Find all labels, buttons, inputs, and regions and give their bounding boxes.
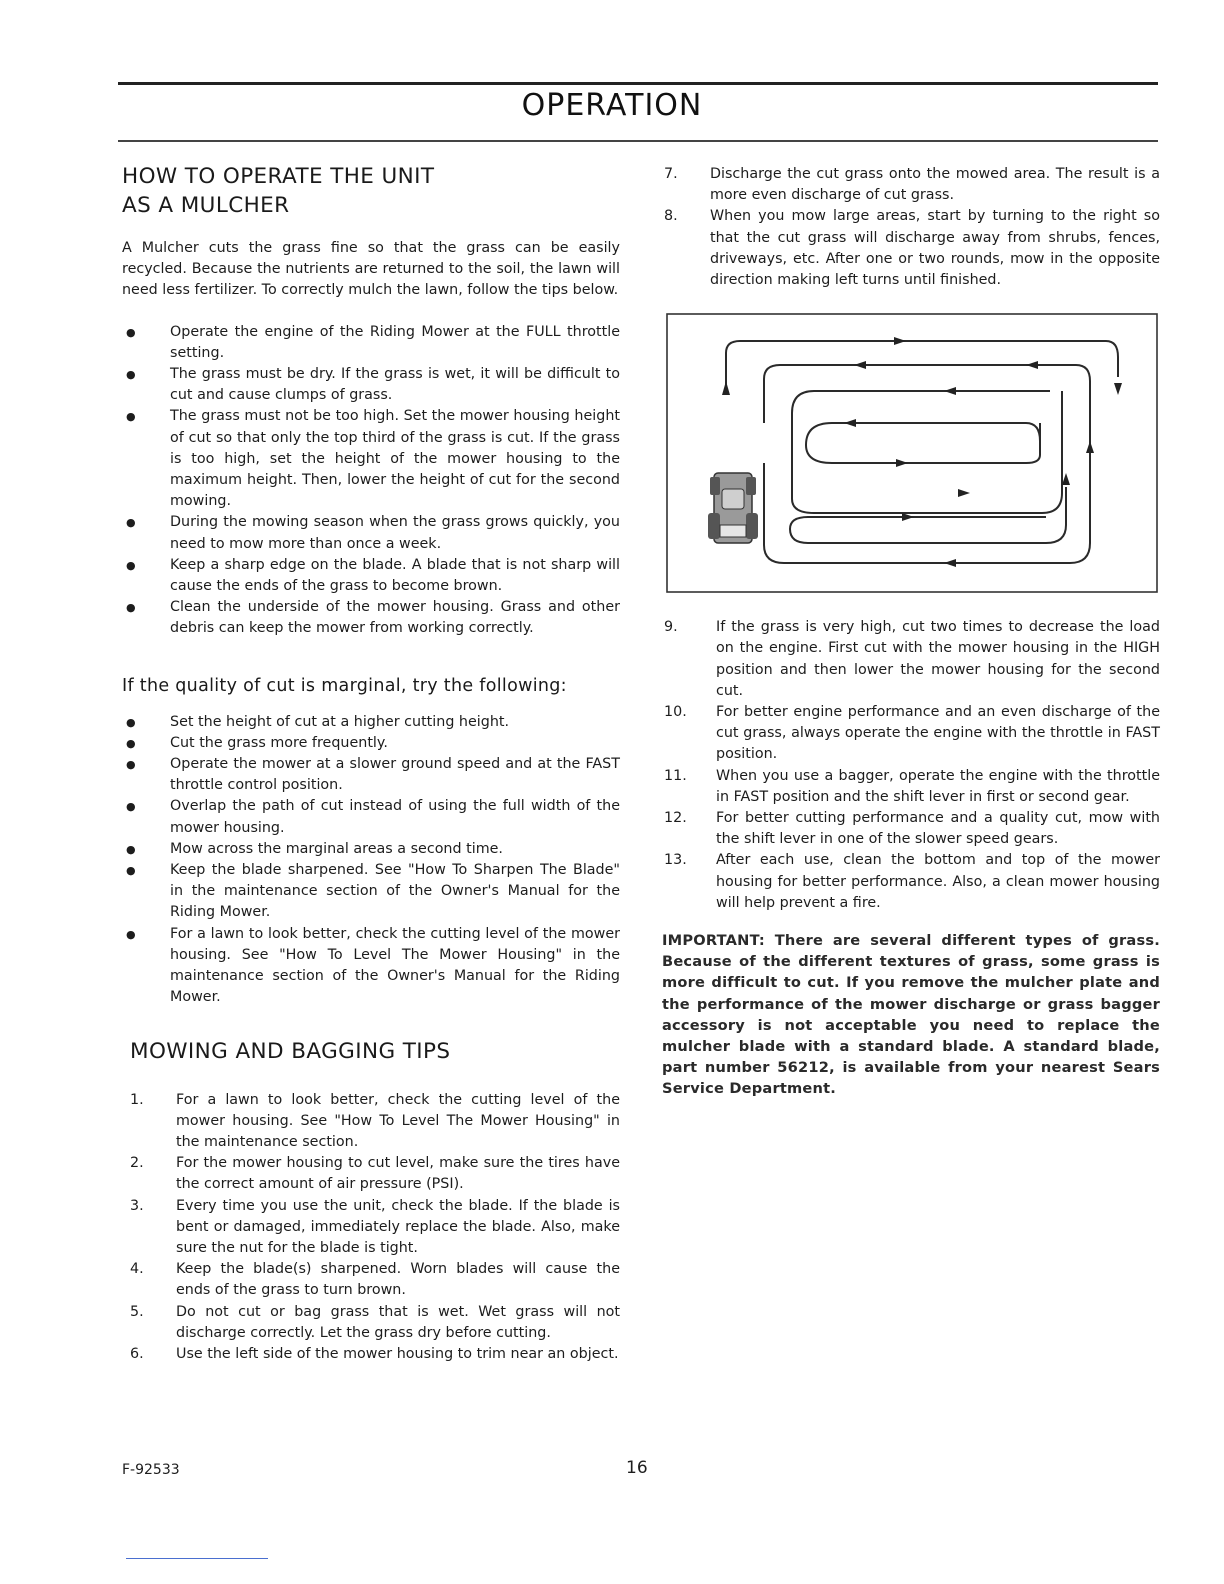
bullet-icon: ● (126, 758, 136, 772)
item-number: 3. (130, 1197, 144, 1214)
diagram-frame (667, 314, 1157, 592)
arrow-icon (1062, 473, 1070, 485)
scan-artifact-line (126, 1558, 268, 1559)
page-number: 16 (626, 1458, 648, 1478)
item-number: 4. (130, 1261, 144, 1278)
list-item: ● Keep a sharp edge on the blade. A blade that is not sharp will cause the ends of the grass to become brown. (126, 556, 620, 595)
item-number: 5. (130, 1303, 144, 1320)
bullet-icon: ● (126, 927, 136, 941)
item-number: 10. (664, 704, 687, 721)
list-item: ● Set the height of cut at a higher cutting height. (122, 712, 620, 733)
footer-code: F-92533 (122, 1462, 180, 1478)
arrow-icon (844, 419, 856, 427)
arrow-icon (958, 489, 970, 497)
arrow-icon (722, 381, 730, 395)
list-item: ● Operate the mower at a slower ground speed and at the FAST throttle control position. (126, 756, 620, 794)
list-item: ● Clean the underside of the mower housing. Grass and other debris can keep the mower from working correctly. (126, 599, 620, 637)
bullet-icon: ● (126, 842, 136, 856)
mulcher-tips-list (122, 322, 620, 640)
item-number: 7. (664, 166, 678, 182)
list-item: ● Overlap the path of cut instead of using the full width of the mower housing. (126, 798, 620, 836)
list-item: 9. If the grass is very high, cut two times to decrease the load on the engine. First cut with the mower housing in the HIGH position and then lower the mower housing for the second cut. (664, 619, 1160, 699)
fourth-path (790, 487, 1066, 543)
list-item: ● For a lawn to look better, check the cutting level of the mower housing. See "How To Level The Mower Housing" in the maintenance section of the Owner's Manual for the Riding Mower. (126, 925, 620, 1006)
list-item: 10. For better engine performance and an even discharge of the cut grass, always operate the engine with the throttle in FAST position. (664, 704, 1160, 763)
bullet-icon: ● (126, 558, 136, 572)
list-item: 5. Do not cut or bag grass that is wet. Wet grass will not discharge correctly. Let the grass dry before cutting. (130, 1303, 620, 1341)
item-number: 1. (130, 1091, 144, 1108)
list-item: ● Operate the engine of the Riding Mower at the FULL throttle setting. (126, 323, 620, 361)
page-title: OPERATION (521, 88, 703, 123)
list-item: ● During the mowing season when the grass grows quickly, you need to mow more than once a week. (126, 514, 620, 552)
mowing-paths (726, 341, 1118, 563)
list-item: ● Cut the grass more frequently. (122, 733, 620, 754)
list-item: ● The grass must not be too high. Set the mower housing height of cut so that only the top third of the grass is cut. If the grass is too high, set the height of the mower housing to the maximum height. Then, lower the height of cut for the second mowing. (126, 408, 620, 510)
right-column (662, 164, 1160, 1100)
arrow-icon (1114, 383, 1122, 395)
marginal-heading: If the quality of cut is marginal, try the following: (122, 675, 567, 696)
mulcher-heading (122, 162, 620, 220)
list-item: 12. For better cutting performance and a quality cut, mow with the shift lever in one of the slower speed gears. (664, 810, 1160, 848)
riding-mower-icon (708, 473, 758, 543)
arrow-icon (894, 337, 906, 345)
title-rule-top (118, 82, 1158, 85)
arrow-icon (944, 387, 956, 395)
arrow-icon (944, 559, 956, 567)
item-number: 13. (664, 852, 687, 869)
bullet-icon: ● (126, 736, 136, 750)
list-item: 13. After each use, clean the bottom and top of the mower housing for better performance. Also, a clean mower housing will help prevent a fire. (664, 852, 1160, 911)
mulcher-intro: A Mulcher cuts the grass fine so that the grass can be easily recycled. Because the nutrients are returned to the soil, the lawn will need less fertilizer. To correctly mulch the lawn, follow the tips below. (122, 240, 620, 299)
bullet-icon: ● (126, 800, 136, 814)
bullet-icon: ● (126, 601, 136, 615)
item-number: 2. (130, 1155, 144, 1172)
list-item: 3. Every time you use the unit, check the blade. If the blade is bent or damaged, immediately replace the blade. Also, make sure the nut for the blade is tight. (130, 1197, 620, 1256)
list-item: 8. When you mow large areas, start by turning to the right so that the cut grass will discharge away from shrubs, fences, driveways, etc. After one or two rounds, mow in the opposite direction making left turns until finished. (664, 208, 1160, 289)
important-note: IMPORTANT: There are several different types of grass. Because of the different textures of grass, some grass is more difficult to cut. If you remove the mulcher plate and the performance of the mower discharge or grass bagger accessory is not acceptable you need to replace the mulcher blade with a standard blade. A standard blade, part number 56212, is available from your nearest Sears Service Department. (662, 932, 1160, 1098)
item-number: 11. (664, 767, 687, 784)
inner-path (806, 423, 1040, 463)
bagging-list-right-top (662, 164, 1160, 291)
bullet-icon: ● (126, 410, 136, 424)
list-item: 7. Discharge the cut grass onto the mowed area. The result is a more even discharge of cut grass. (664, 166, 1160, 204)
title-rule-bottom (118, 140, 1158, 142)
bullet-icon: ● (126, 325, 136, 339)
bagging-heading: MOWING AND BAGGING TIPS (130, 1038, 451, 1064)
bullet-icon: ● (126, 864, 136, 878)
list-item: ● Keep the blade sharpened. See "How To Sharpen The Blade" in the maintenance section of the Owner's Manual for the Riding Mower. (126, 862, 620, 921)
bullet-icon: ● (126, 516, 136, 530)
third-path (792, 391, 1062, 513)
mulcher-heading-line1: HOW TO OPERATE THE UNIT (122, 164, 435, 189)
arrow-icon (902, 513, 914, 521)
list-item: 2. For the mower housing to cut level, make sure the tires have the correct amount of air pressure (PSI). (130, 1155, 620, 1193)
item-number: 9. (664, 619, 678, 636)
mulcher-heading-line2: AS A MULCHER (122, 193, 290, 218)
arrow-icon (1026, 361, 1038, 369)
arrow-icon (896, 459, 908, 467)
mowing-pattern-svg (666, 313, 1158, 593)
bullet-icon: ● (126, 715, 136, 729)
list-item: 1. For a lawn to look better, check the cutting level of the mower housing. See "How To Level The Mower Housing" in the maintenance section. (130, 1091, 620, 1150)
item-number: 6. (130, 1345, 144, 1362)
left-column (122, 162, 620, 1365)
marginal-list (122, 712, 620, 1009)
mowing-pattern-diagram (666, 313, 1158, 593)
list-item: 6. Use the left side of the mower housing to trim near an object. (122, 1344, 620, 1365)
list-item: 11. When you use a bagger, operate the engine with the throttle in FAST position and the shift lever in first or second gear. (664, 767, 1160, 805)
arrow-icon (854, 361, 866, 369)
item-number: 8. (664, 208, 678, 225)
arrow-icon (1086, 441, 1094, 453)
bullet-icon: ● (126, 368, 136, 382)
bagging-list-right-bottom (662, 617, 1160, 914)
list-item: 4. Keep the blade(s) sharpened. Worn blades will cause the ends of the grass to turn brown. (130, 1261, 620, 1299)
outer-path (726, 341, 1118, 393)
bagging-list-left (122, 1090, 620, 1366)
item-number: 12. (664, 810, 687, 827)
list-item: ● Mow across the marginal areas a second time. (122, 839, 620, 860)
list-item: ● The grass must be dry. If the grass is wet, it will be difficult to cut and cause clumps of grass. (126, 366, 620, 404)
